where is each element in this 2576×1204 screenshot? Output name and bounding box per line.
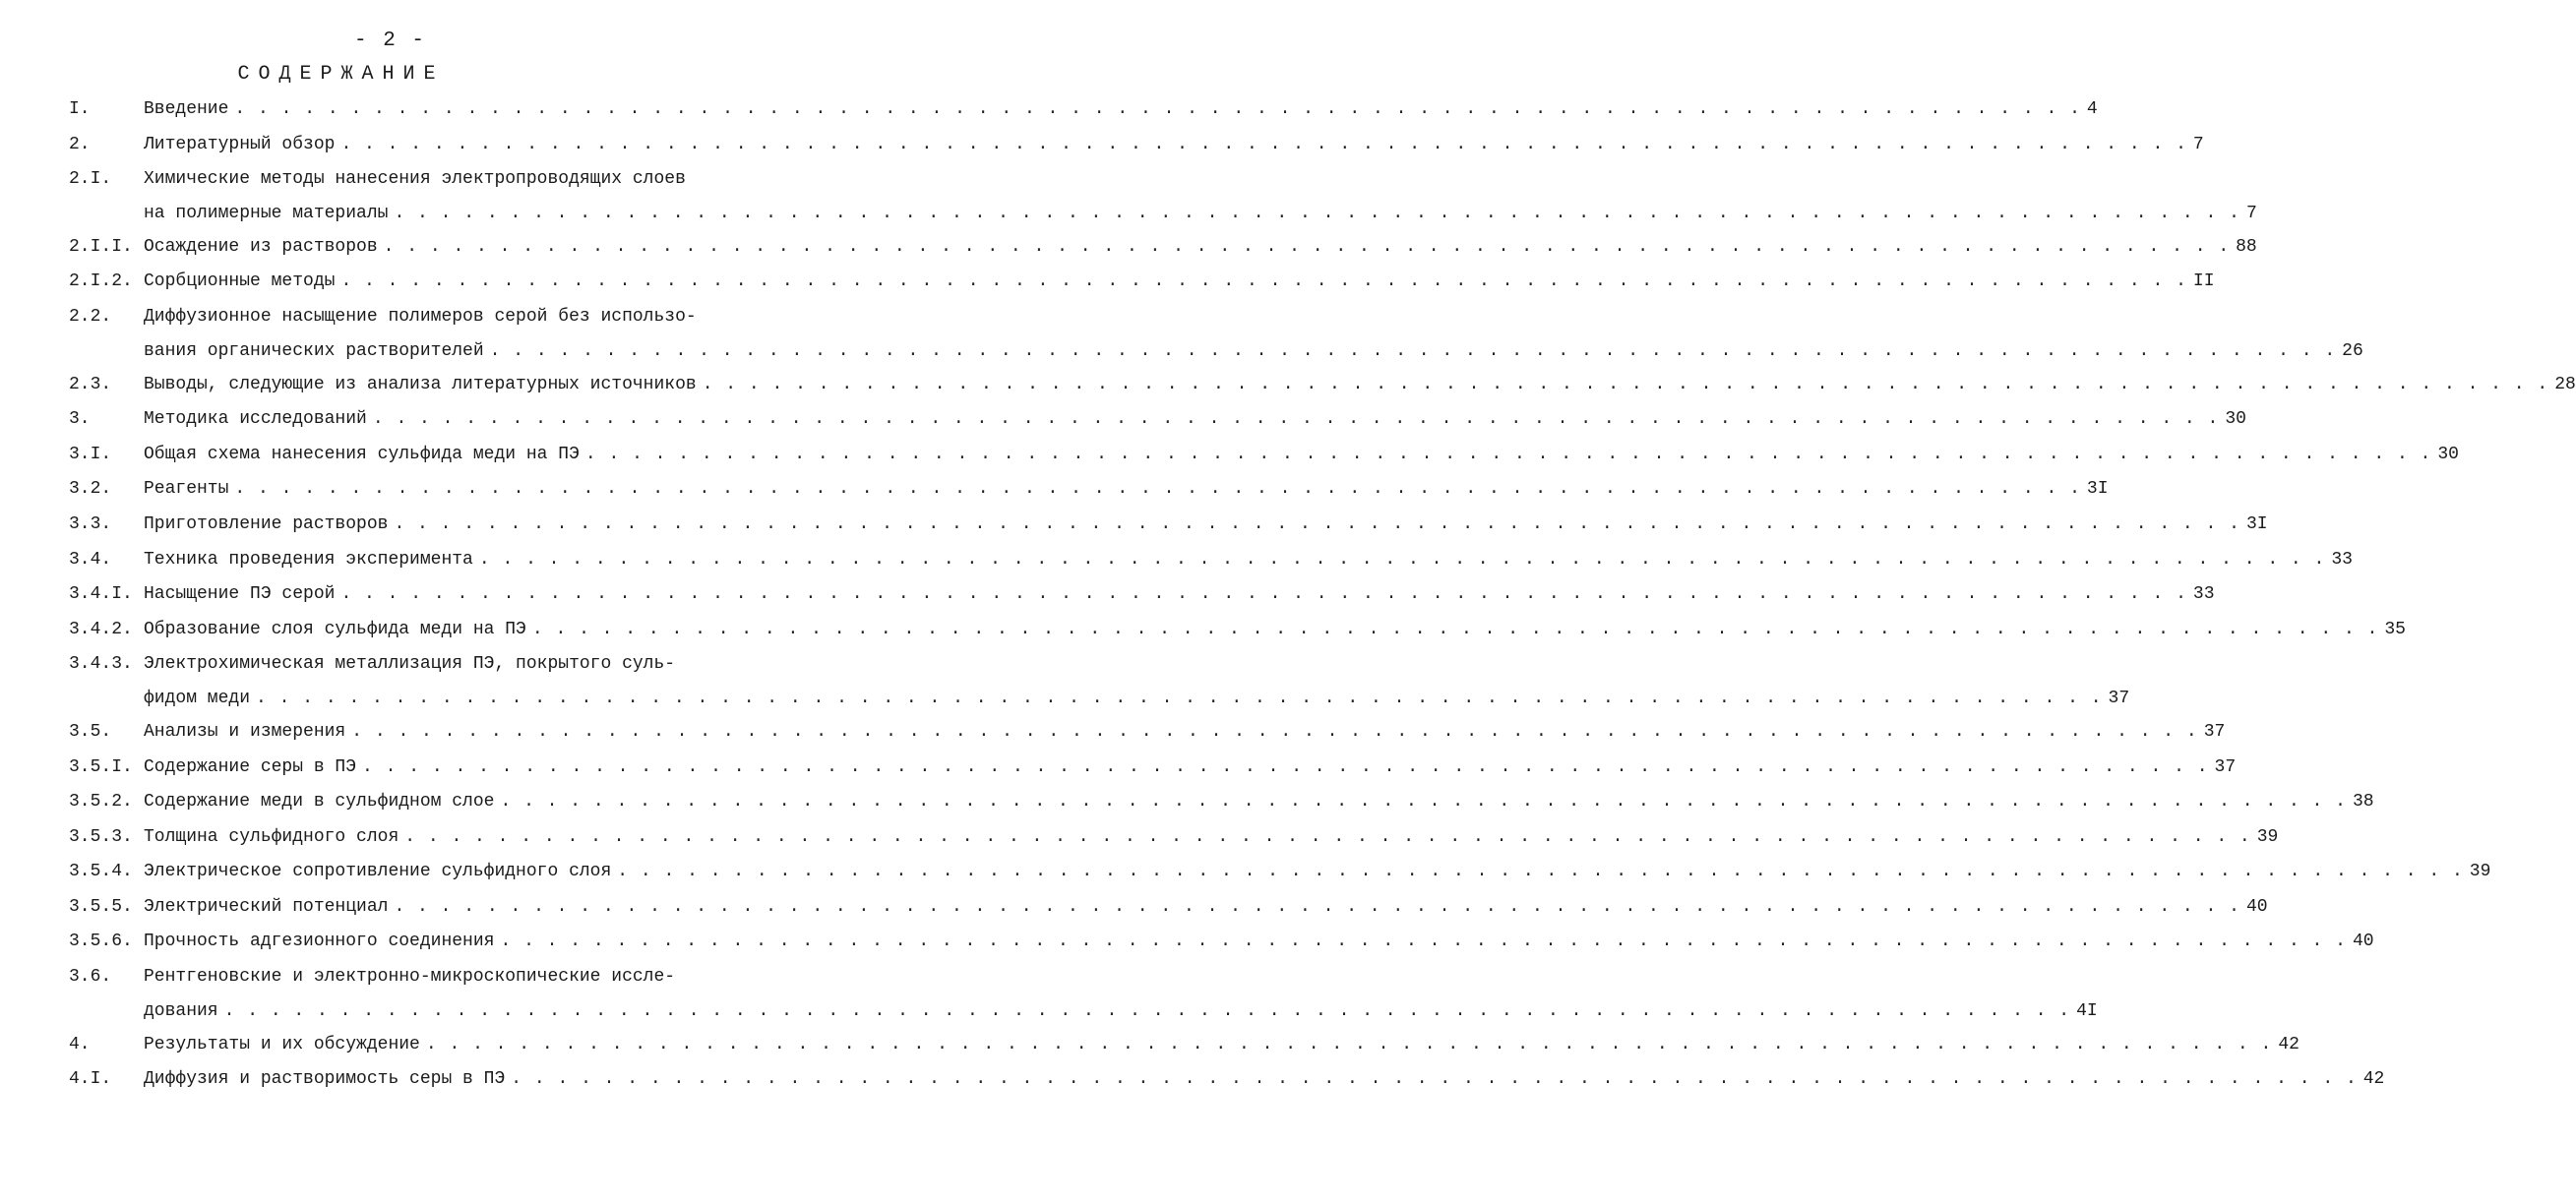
toc-entry-page: 37	[2214, 756, 2237, 777]
toc-entry	[0, 265, 2215, 300]
dot-leader: . . . . . . . . . . . . . . . . . . . . . . . . . . . . . . . . . . . . . . . . . . . . . . . . . . . . . . . . . . . . . . . . . . . . . . . . . . . . . . . .	[404, 826, 2251, 847]
toc-entry-title: Электрохимическая металлизация ПЭ, покрытого суль-	[144, 654, 676, 675]
page-number: - 2 -	[353, 30, 426, 52]
toc-entry-page: 42	[2362, 1069, 2385, 1090]
dot-leader: . . . . . . . . . . . . . . . . . . . . . . . . . . . . . . . . . . . . . . . . . . . . . . . . . . . . . . . . . . . . . . . . . . . . . . . . . . . . . . . .	[383, 236, 2231, 257]
toc-entry-number: 3.4.I.	[69, 584, 133, 605]
dot-leader: . . . . . . . . . . . . . . . . . . . . . . . . . . . . . . . . . . . . . . . . . . . . . . . . . . . . . . . . . . . . . . . . . . . . . . . . . . . . . . . .	[584, 444, 2432, 464]
toc-entry-continuation	[0, 683, 2130, 715]
toc-entry	[0, 472, 2109, 508]
toc-entry-number: 3.5.	[69, 721, 112, 742]
toc-entry-title: Литературный обзор	[144, 134, 336, 154]
toc-entry-page: 88	[2236, 236, 2257, 257]
toc-entry-title: Общая схема нанесения сульфида меди на ПЭ	[144, 444, 580, 464]
dot-leader: . . . . . . . . . . . . . . . . . . . . . . . . . . . . . . . . . . . . . . . . . . . . . . . . . . . . . . . . . . . . . . . . . . . . . . . . . . . . . . . .	[372, 409, 2220, 430]
toc-entry-number: 3.3.	[69, 513, 112, 534]
dot-leader: . . . . . . . . . . . . . . . . . . . . . . . . . . . . . . . . . . . . . . . . . . . . . . . . . . . . . . . . . . . . . . . . . . . . . . . . . . . . . . . .	[394, 513, 2240, 534]
toc-entry	[0, 92, 2098, 128]
toc-entry	[0, 855, 2491, 890]
toc-entry-page: 35	[2384, 619, 2406, 639]
toc-entry-number: 3.2.	[69, 479, 112, 500]
toc-entry	[0, 647, 780, 683]
toc-entry-page: 4	[2086, 99, 2098, 119]
dot-leader: . . . . . . . . . . . . . . . . . . . . . . . . . . . . . . . . . . . . . . . . . . . . . . . . . . . . . . . . . . . . . . . . . . . . . . . . . . . . . . . .	[702, 374, 2549, 394]
toc-entry-number: 2.	[69, 134, 91, 154]
dot-leader: . . . . . . . . . . . . . . . . . . . . . . . . . . . . . . . . . . . . . . . . . . . . . . . . . . . . . . . . . . . . . . . . . . . . . . . . . . . . . . . .	[489, 340, 2337, 361]
dot-leader: . . . . . . . . . . . . . . . . . . . . . . . . . . . . . . . . . . . . . . . . . . . . . . . . . . . . . . . . . . . . . . . . . . . . . . . . . . . . . . . .	[340, 271, 2187, 292]
toc-entry-page: 33	[2331, 549, 2353, 570]
dot-leader: . . . . . . . . . . . . . . . . . . . . . . . . . . . . . . . . . . . . . . . . . . . . . . . . . . . . . . . . . . . . . . . . . . . . . . . . . . . . . . . .	[234, 99, 2081, 119]
toc-entry-page: 40	[2245, 896, 2268, 917]
toc-entry-number: 3.4.3.	[69, 654, 133, 675]
toc-entry-number: 4.	[69, 1034, 91, 1054]
toc-entry-page: 42	[2278, 1034, 2300, 1054]
toc-entry-page: 33	[2192, 584, 2215, 605]
table-of-contents	[0, 92, 2576, 1098]
toc-entry-continuation	[0, 335, 2363, 368]
dot-leader: . . . . . . . . . . . . . . . . . . . . . . . . . . . . . . . . . . . . . . . . . . . . . . . . . . . . . . . . . . . . . . . . . . . . . . . . . . . . . . . .	[394, 203, 2240, 223]
toc-entry-number: I.	[69, 99, 91, 119]
toc-entry-number: 2.2.	[69, 306, 112, 327]
toc-entry	[0, 368, 2576, 403]
toc-entry-page: 7	[2245, 203, 2257, 223]
toc-entry-title: фидом меди	[144, 688, 251, 708]
toc-entry-title: Содержание меди в сульфидном слое	[144, 792, 495, 813]
toc-entry-number: 2.I.	[69, 169, 112, 190]
toc-entry-page: 37	[2203, 721, 2226, 742]
dot-leader: . . . . . . . . . . . . . . . . . . . . . . . . . . . . . . . . . . . . . . . . . . . . . . . . . . . . . . . . . . . . . . . . . . . . . . . . . . . . . . . .	[425, 1034, 2273, 1054]
dot-leader: . . . . . . . . . . . . . . . . . . . . . . . . . . . . . . . . . . . . . . . . . . . . . . . . . . . . . . . . . . . . . . . . . . . . . . . . . . . . . . . .	[340, 584, 2187, 605]
toc-entry-page: 28	[2554, 374, 2576, 394]
toc-entry-title: Образование слоя сульфида меди на ПЭ	[144, 619, 526, 639]
toc-entry-title: Выводы, следующие из анализа литературных источников	[144, 374, 697, 394]
toc-entry-title: Толщина сульфидного слоя	[144, 826, 399, 847]
dot-leader: . . . . . . . . . . . . . . . . . . . . . . . . . . . . . . . . . . . . . . . . . . . . . . . . . . . . . . . . . . . . . . . . . . . . . . . . . . . . . . . .	[223, 1000, 2071, 1021]
toc-entry-number: 3.5.5.	[69, 896, 133, 917]
toc-entry	[0, 128, 2204, 163]
toc-entry	[0, 438, 2459, 473]
toc-entry-title: Анализы и измерения	[144, 721, 346, 742]
toc-entry-title: Методика исследований	[144, 409, 367, 430]
toc-entry-page: 3I	[2086, 479, 2109, 500]
toc-entry-page: 30	[2225, 409, 2246, 430]
toc-entry	[0, 925, 2374, 960]
toc-entry-title: Результаты и их обсуждение	[144, 1034, 420, 1054]
dot-leader: . . . . . . . . . . . . . . . . . . . . . . . . . . . . . . . . . . . . . . . . . . . . . . . . . . . . . . . . . . . . . . . . . . . . . . . . . . . . . . . .	[234, 479, 2081, 500]
toc-entry-title: Реагенты	[144, 479, 229, 500]
toc-entry-title: Осаждение из растворов	[144, 236, 378, 257]
dot-leader: . . . . . . . . . . . . . . . . . . . . . . . . . . . . . . . . . . . . . . . . . . . . . . . . . . . . . . . . . . . . . . . . . . . . . . . . . . . . . . . .	[340, 134, 2187, 154]
toc-entry-page: 39	[2469, 862, 2491, 882]
toc-entry-title: Прочность адгезионного соединения	[144, 932, 495, 952]
dot-leader: . . . . . . . . . . . . . . . . . . . . . . . . . . . . . . . . . . . . . . . . . . . . . . . . . . . . . . . . . . . . . . . . . . . . . . . . . . . . . . . .	[478, 549, 2326, 570]
toc-entry-number: 3.I.	[69, 444, 112, 464]
toc-entry	[0, 785, 2374, 820]
toc-entry-number: 2.I.I.	[69, 236, 133, 257]
toc-entry	[0, 890, 2268, 926]
dot-leader: . . . . . . . . . . . . . . . . . . . . . . . . . . . . . . . . . . . . . . . . . . . . . . . . . . . . . . . . . . . . . . . . . . . . . . . . . . . . . . . .	[531, 619, 2379, 639]
toc-entry-title: Химические методы нанесения электропроводящих слоев	[144, 169, 686, 190]
dot-leader: . . . . . . . . . . . . . . . . . . . . . . . . . . . . . . . . . . . . . . . . . . . . . . . . . . . . . . . . . . . . . . . . . . . . . . . . . . . . . . . .	[351, 721, 2198, 742]
toc-entry-title: Сорбционные методы	[144, 271, 336, 292]
toc-entry-number: 4.I.	[69, 1069, 112, 1090]
toc-entry-number: 2.3.	[69, 374, 112, 394]
toc-entry-title: Диффузионное насыщение полимеров серой без использо-	[144, 306, 697, 327]
toc-entry	[0, 1028, 2300, 1063]
toc-entry-number: 3.4.2.	[69, 619, 133, 639]
toc-entry	[0, 508, 2268, 543]
toc-entry-number: 3.5.4.	[69, 862, 133, 882]
toc-entry	[0, 162, 780, 198]
toc-entry	[0, 960, 780, 995]
toc-entry-title: Насыщение ПЭ серой	[144, 584, 336, 605]
toc-entry-number: 3.	[69, 409, 91, 430]
toc-entry	[0, 820, 2279, 856]
dot-leader: . . . . . . . . . . . . . . . . . . . . . . . . . . . . . . . . . . . . . . . . . . . . . . . . . . . . . . . . . . . . . . . . . . . . . . . . . . . . . . . .	[500, 792, 2347, 813]
toc-entry-number: 3.5.6.	[69, 932, 133, 952]
toc-entry-title: Приготовление растворов	[144, 513, 389, 534]
toc-entry-title: дования	[144, 1000, 218, 1021]
toc-entry	[0, 543, 2353, 578]
toc-entry-page: 37	[2108, 688, 2130, 708]
toc-entry-title: Введение	[144, 99, 229, 119]
dot-leader: . . . . . . . . . . . . . . . . . . . . . . . . . . . . . . . . . . . . . . . . . . . . . . . . . . . . . . . . . . . . . . . . . . . . . . . . . . . . . . . .	[362, 756, 2209, 777]
toc-entry	[0, 751, 2237, 786]
toc-entry	[0, 402, 2246, 438]
dot-leader: . . . . . . . . . . . . . . . . . . . . . . . . . . . . . . . . . . . . . . . . . . . . . . . . . . . . . . . . . . . . . . . . . . . . . . . . . . . . . . . .	[256, 688, 2103, 708]
toc-entry-number: 3.6.	[69, 967, 112, 988]
toc-entry	[0, 1062, 2385, 1098]
toc-entry-page: 7	[2192, 134, 2204, 154]
toc-entry-number: 2.I.2.	[69, 271, 133, 292]
toc-entry-page: 26	[2342, 340, 2363, 361]
toc-entry-title: вания органических растворителей	[144, 340, 484, 361]
toc-entry-title: Техника проведения эксперимента	[144, 549, 473, 570]
toc-entry	[0, 613, 2406, 648]
toc-entry-number: 3.4.	[69, 549, 112, 570]
toc-entry-number: 3.5.3.	[69, 826, 133, 847]
toc-entry-page: 30	[2437, 444, 2459, 464]
toc-entry-page: 40	[2352, 932, 2374, 952]
dot-leader: . . . . . . . . . . . . . . . . . . . . . . . . . . . . . . . . . . . . . . . . . . . . . . . . . . . . . . . . . . . . . . . . . . . . . . . . . . . . . . . .	[500, 932, 2347, 952]
toc-entry-title: Электрический потенциал	[144, 896, 389, 917]
toc-entry-title: Содержание серы в ПЭ	[144, 756, 357, 777]
toc-entry	[0, 715, 2226, 751]
toc-entry-page: 39	[2256, 826, 2279, 847]
dot-leader: . . . . . . . . . . . . . . . . . . . . . . . . . . . . . . . . . . . . . . . . . . . . . . . . . . . . . . . . . . . . . . . . . . . . . . . . . . . . . . . .	[394, 896, 2240, 917]
toc-entry-page: 4I	[2076, 1000, 2098, 1021]
toc-entry-page: 38	[2352, 792, 2374, 813]
toc-entry-number: 3.5.I.	[69, 756, 133, 777]
toc-entry-title: на полимерные материалы	[144, 203, 389, 223]
toc-entry-continuation	[0, 198, 2257, 230]
toc-entry-number: 3.5.2.	[69, 792, 133, 813]
toc-entry-title: Электрическое сопротивление сульфидного слоя	[144, 862, 612, 882]
toc-entry-page: 3I	[2245, 513, 2268, 534]
toc-entry	[0, 300, 780, 335]
toc-title: СОДЕРЖАНИЕ	[237, 63, 445, 86]
dot-leader: . . . . . . . . . . . . . . . . . . . . . . . . . . . . . . . . . . . . . . . . . . . . . . . . . . . . . . . . . . . . . . . . . . . . . . . . . . . . . . . .	[511, 1069, 2358, 1090]
toc-entry-title: Рентгеновские и электронно-микроскопические иссле-	[144, 967, 676, 988]
toc-entry-title: Диффузия и растворимость серы в ПЭ	[144, 1069, 506, 1090]
toc-entry-page: II	[2192, 271, 2215, 292]
dot-leader: . . . . . . . . . . . . . . . . . . . . . . . . . . . . . . . . . . . . . . . . . . . . . . . . . . . . . . . . . . . . . . . . . . . . . . . . . . . . . . . .	[617, 862, 2464, 882]
toc-entry	[0, 230, 2257, 266]
toc-entry	[0, 577, 2215, 613]
toc-entry-continuation	[0, 995, 2098, 1028]
